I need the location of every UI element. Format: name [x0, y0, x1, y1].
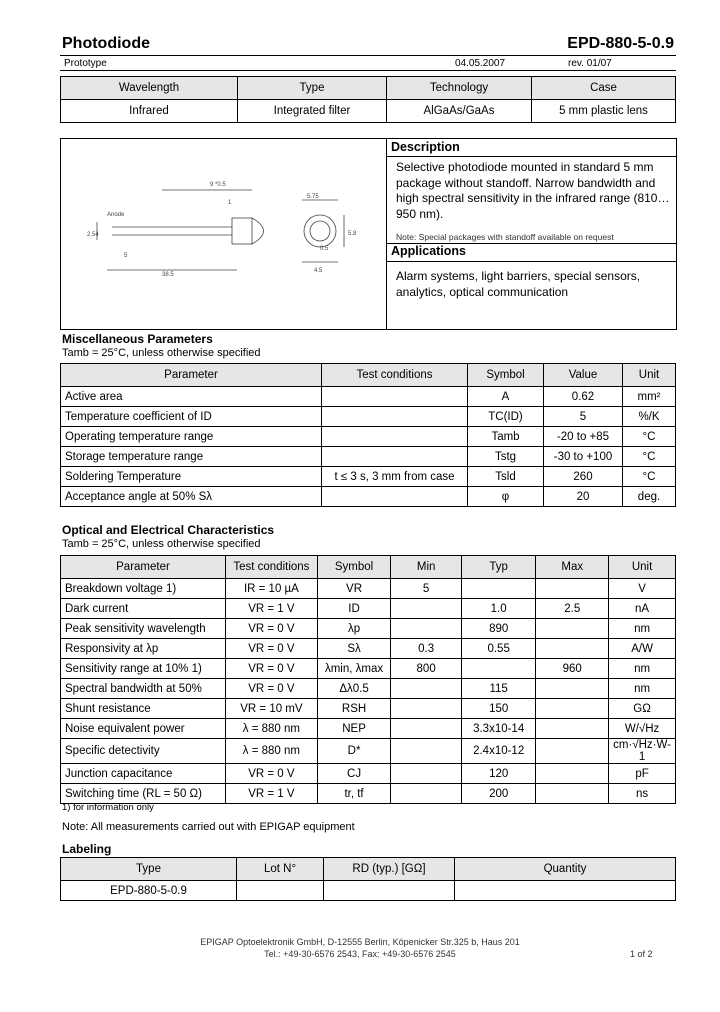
optical-cell: λp — [317, 619, 390, 639]
misc-cell: -30 to +100 — [544, 447, 623, 467]
optical-cell: VR = 0 V — [225, 659, 317, 679]
optical-cell — [536, 699, 609, 719]
optical-cell: 150 — [462, 699, 536, 719]
misc-cell: Active area — [61, 387, 322, 407]
table-row — [61, 719, 676, 739]
optical-cell: Dark current — [61, 599, 226, 619]
optical-header-6: Unit — [609, 556, 676, 579]
optical-cell — [391, 619, 462, 639]
table-row — [61, 387, 676, 407]
optical-cell: VR — [317, 579, 390, 599]
dim-g: 2.54 — [87, 232, 99, 238]
table-row — [61, 739, 676, 764]
optical-cell — [536, 784, 609, 804]
labeling-heading: Labeling — [62, 842, 112, 856]
optical-cell: Spectral bandwidth at 50% — [61, 679, 226, 699]
optical-cell: Switching time (RL = 50 Ω) — [61, 784, 226, 804]
optical-cell — [536, 619, 609, 639]
labeling-table — [60, 857, 676, 901]
label-anode: Anode — [107, 212, 125, 218]
summary-case: 5 mm plastic lens — [532, 100, 676, 123]
optical-cell: 3.3x10-14 — [462, 719, 536, 739]
optical-cell: Sensitivity range at 10% 1) — [61, 659, 226, 679]
summary-wavelength: Infrared — [61, 100, 238, 123]
optical-cell: VR = 10 mV — [225, 699, 317, 719]
optical-cell: VR = 1 V — [225, 784, 317, 804]
optical-cell — [536, 739, 609, 764]
misc-cell: %/K — [623, 407, 676, 427]
misc-table — [60, 363, 676, 507]
misc-cell: °C — [623, 467, 676, 487]
misc-cell: mm² — [623, 387, 676, 407]
misc-cell — [322, 387, 468, 407]
misc-cell: Temperature coefficient of ID — [61, 407, 322, 427]
optical-header-1: Test conditions — [225, 556, 317, 579]
dim-h: 0.5 — [320, 246, 329, 252]
misc-cell: 5 — [544, 407, 623, 427]
table-row — [61, 427, 676, 447]
summary-type: Integrated filter — [238, 100, 387, 123]
header-rule-2 — [60, 70, 676, 71]
package-drawing — [62, 160, 382, 310]
optical-cell: 120 — [462, 764, 536, 784]
misc-cell: Acceptance angle at 50% Sλ — [61, 487, 322, 507]
applications-rule — [386, 261, 676, 262]
labeling-lot — [237, 881, 324, 901]
optical-cell: W/√Hz — [609, 719, 676, 739]
optical-cell — [536, 764, 609, 784]
misc-cell — [322, 427, 468, 447]
optical-cell: Specific detectivity — [61, 739, 226, 764]
summary-technology: AlGaAs/GaAs — [387, 100, 532, 123]
summary-table — [60, 76, 676, 123]
optical-cell: tr, tf — [317, 784, 390, 804]
misc-cell — [322, 407, 468, 427]
optical-cell: VR = 0 V — [225, 619, 317, 639]
footer-contact: Tel.: +49-30-6576 2543, Fax: +49-30-6576 2545 — [264, 949, 456, 959]
optical-cell: λ = 880 nm — [225, 719, 317, 739]
table-row — [61, 639, 676, 659]
footnote: 1) for information only — [62, 802, 154, 813]
optical-cell: Peak sensitivity wavelength — [61, 619, 226, 639]
box-divider — [386, 138, 387, 330]
description-note: Note: Special packages with standoff available on request — [396, 232, 614, 242]
description-rule — [386, 156, 676, 157]
optical-cell: nm — [609, 679, 676, 699]
optical-cell: VR = 1 V — [225, 599, 317, 619]
optical-cell: Responsivity at λp — [61, 639, 226, 659]
misc-cell: 0.62 — [544, 387, 623, 407]
optical-cell: GΩ — [609, 699, 676, 719]
applications-heading: Applications — [391, 244, 467, 258]
optical-cell: Shunt resistance — [61, 699, 226, 719]
optical-cell: ns — [609, 784, 676, 804]
table-row — [61, 579, 676, 599]
misc-header-4: Unit — [623, 364, 676, 387]
optical-cell — [536, 679, 609, 699]
table-row — [61, 619, 676, 639]
optical-cell — [391, 679, 462, 699]
optical-cell — [391, 784, 462, 804]
optical-cell: ID — [317, 599, 390, 619]
labeling-quantity — [455, 881, 676, 901]
optical-cell: V — [609, 579, 676, 599]
status-label: Prototype — [64, 58, 107, 69]
optical-cell: 2.4x10-12 — [462, 739, 536, 764]
part-number: EPD-880-5-0.9 — [567, 35, 674, 52]
description-text: Selective photodiode mounted in standard 5 mm package without standoff. Narrow bandwidth and high spectral sensitivity in the infrared range (810…950 nm). — [396, 160, 670, 221]
labeling-rd — [324, 881, 455, 901]
misc-cell: deg. — [623, 487, 676, 507]
table-row — [61, 679, 676, 699]
optical-cell: λmin, λmax — [317, 659, 390, 679]
misc-cell: Storage temperature range — [61, 447, 322, 467]
optical-cell: λ = 880 nm — [225, 739, 317, 764]
optical-cell: VR = 0 V — [225, 764, 317, 784]
header-rule — [60, 55, 676, 56]
misc-cell: A — [468, 387, 544, 407]
revision-label: rev. 01/07 — [568, 58, 612, 69]
dim-f: 5 — [124, 253, 128, 259]
misc-cell: t ≤ 3 s, 3 mm from case — [322, 467, 468, 487]
table-row — [61, 764, 676, 784]
table-row — [61, 699, 676, 719]
optical-cell: Breakdown voltage 1) — [61, 579, 226, 599]
misc-cell: TC(ID) — [468, 407, 544, 427]
dim-c: 5.8 — [348, 231, 357, 237]
optical-cell: 960 — [536, 659, 609, 679]
optical-cell: A/W — [609, 639, 676, 659]
optical-cell: 890 — [462, 619, 536, 639]
dim-a: 9 *0.5 — [210, 182, 226, 188]
optical-table — [60, 555, 676, 804]
misc-cell — [322, 447, 468, 467]
optical-cell — [462, 659, 536, 679]
optical-header-4: Typ — [462, 556, 536, 579]
misc-cell: -20 to +85 — [544, 427, 623, 447]
misc-cell — [322, 487, 468, 507]
optical-cell — [391, 739, 462, 764]
applications-text: Alarm systems, light barriers, special sensors, analytics, optical communication — [396, 269, 641, 299]
misc-cell: Tamb — [468, 427, 544, 447]
optical-cell: 1.0 — [462, 599, 536, 619]
optical-cell: IR = 10 µA — [225, 579, 317, 599]
date-label: 04.05.2007 — [455, 58, 506, 69]
optical-cell: 115 — [462, 679, 536, 699]
dim-e: 38.5 — [162, 272, 174, 278]
optical-cell: 2.5 — [536, 599, 609, 619]
dim-b: 5.75 — [307, 194, 319, 200]
labeling-header-quantity: Quantity — [455, 858, 676, 881]
optical-cell: 0.55 — [462, 639, 536, 659]
optical-cell: CJ — [317, 764, 390, 784]
optical-cell: nm — [609, 659, 676, 679]
misc-cell: Tsld — [468, 467, 544, 487]
description-heading: Description — [391, 140, 460, 154]
optical-cell: RSH — [317, 699, 390, 719]
dim-i: 1 — [228, 200, 232, 206]
table-row — [61, 659, 676, 679]
table-row — [61, 784, 676, 804]
footer-page: 1 of 2 — [630, 949, 653, 959]
misc-header-3: Value — [544, 364, 623, 387]
optical-cell: nm — [609, 619, 676, 639]
optical-header-0: Parameter — [61, 556, 226, 579]
optical-cell: NEP — [317, 719, 390, 739]
labeling-header-lot: Lot N° — [237, 858, 324, 881]
optical-cell: pF — [609, 764, 676, 784]
misc-heading: Miscellaneous Parameters — [62, 332, 213, 346]
dim-d: 4.5 — [314, 268, 323, 274]
summary-header-type: Type — [238, 77, 387, 100]
optical-cell — [462, 579, 536, 599]
optical-cell: 5 — [391, 579, 462, 599]
misc-cell: Tstg — [468, 447, 544, 467]
misc-cell: Operating temperature range — [61, 427, 322, 447]
misc-cell: 260 — [544, 467, 623, 487]
optical-cell: D* — [317, 739, 390, 764]
summary-header-case: Case — [532, 77, 676, 100]
table-row — [61, 599, 676, 619]
misc-condition: Tamb = 25°C, unless otherwise specified — [62, 347, 261, 359]
labeling-type: EPD-880-5-0.9 — [61, 881, 237, 901]
table-row — [61, 407, 676, 427]
optical-cell — [536, 719, 609, 739]
misc-cell: °C — [623, 447, 676, 467]
optical-cell — [536, 639, 609, 659]
misc-header-1: Test conditions — [322, 364, 468, 387]
misc-header-0: Parameter — [61, 364, 322, 387]
table-row — [61, 467, 676, 487]
misc-cell: 20 — [544, 487, 623, 507]
optical-cell — [536, 579, 609, 599]
labeling-header-type: Type — [61, 858, 237, 881]
optical-cell: Junction capacitance — [61, 764, 226, 784]
misc-cell: °C — [623, 427, 676, 447]
footer-address: EPIGAP Optoelektronik GmbH, D-12555 Berlin, Köpenicker Str.325 b, Haus 201 — [200, 937, 520, 947]
optical-cell: 200 — [462, 784, 536, 804]
optical-cell: Noise equivalent power — [61, 719, 226, 739]
optical-cell — [391, 599, 462, 619]
table-row — [61, 487, 676, 507]
optical-header-2: Symbol — [317, 556, 390, 579]
summary-header-technology: Technology — [387, 77, 532, 100]
summary-header-wavelength: Wavelength — [61, 77, 238, 100]
misc-header-2: Symbol — [468, 364, 544, 387]
optical-heading: Optical and Electrical Characteristics — [62, 523, 275, 537]
optical-cell: Δλ0.5 — [317, 679, 390, 699]
measurement-note: Note: All measurements carried out with EPIGAP equipment — [62, 821, 355, 833]
optical-header-3: Min — [391, 556, 462, 579]
document-title: Photodiode — [62, 35, 150, 52]
optical-cell: VR = 0 V — [225, 679, 317, 699]
misc-cell: φ — [468, 487, 544, 507]
optical-cell — [391, 719, 462, 739]
optical-cell: VR = 0 V — [225, 639, 317, 659]
optical-cell: 800 — [391, 659, 462, 679]
optical-condition: Tamb = 25°C, unless otherwise specified — [62, 538, 261, 550]
optical-cell: nA — [609, 599, 676, 619]
table-row — [61, 447, 676, 467]
optical-cell — [391, 764, 462, 784]
labeling-header-rd: RD (typ.) [GΩ] — [324, 858, 455, 881]
optical-cell: Sλ — [317, 639, 390, 659]
misc-cell: Soldering Temperature — [61, 467, 322, 487]
optical-header-5: Max — [536, 556, 609, 579]
optical-cell: 0.3 — [391, 639, 462, 659]
optical-cell: cm·√Hz·W-1 — [609, 739, 676, 764]
optical-cell — [391, 699, 462, 719]
